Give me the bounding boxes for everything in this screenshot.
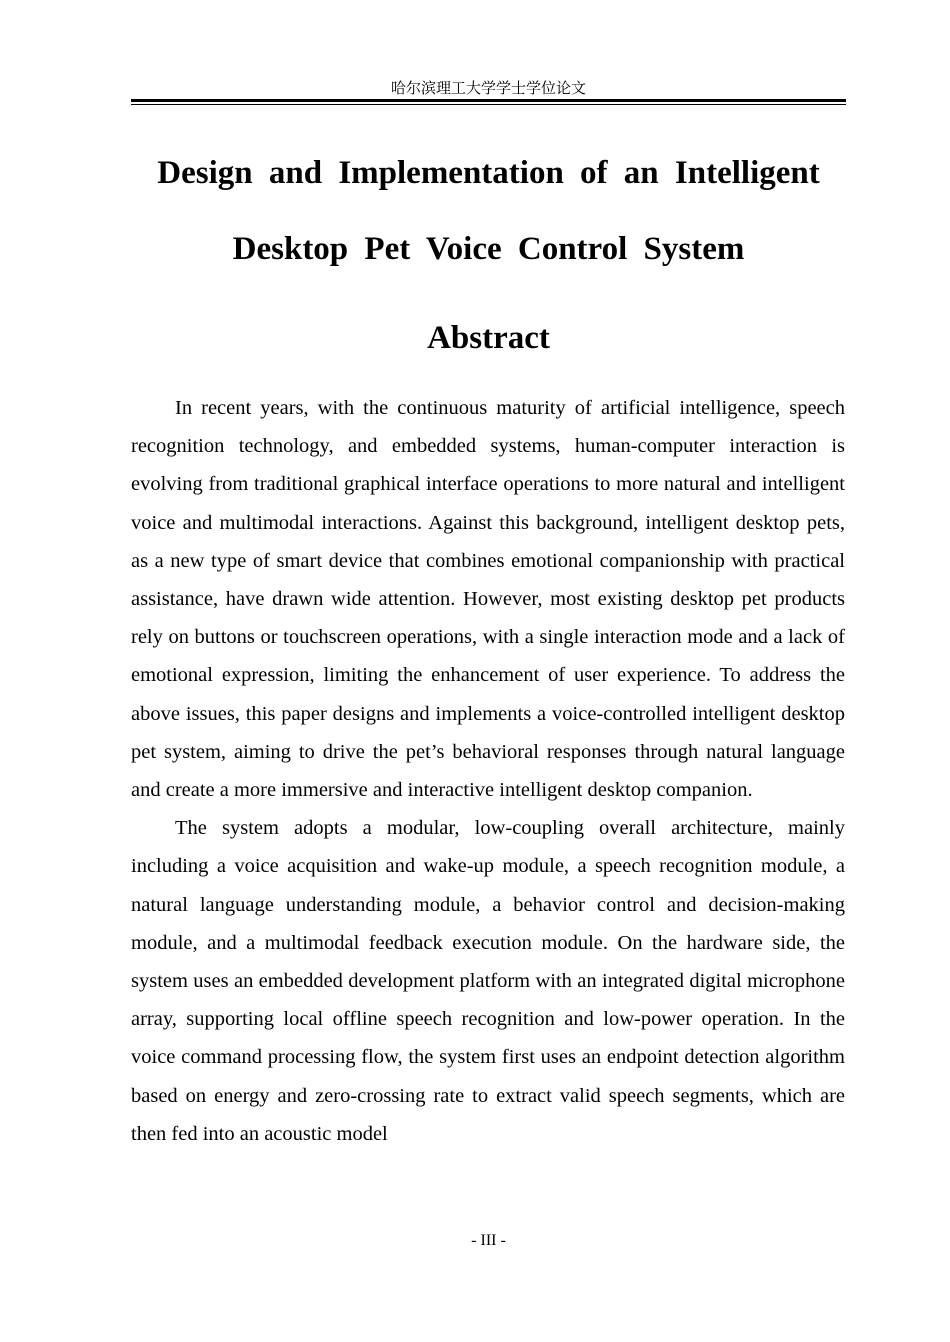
thesis-title-line-2: Desktop Pet Voice Control System [232,231,745,267]
abstract-paragraph-2: The system adopts a modular, low-coupling overall architecture, mainly including a voice acquisition and wake-up module, a speech recognition module, a natural language understanding module, a behavior control and decision-making module, and a multimodal feedback execution module. On the hardware side, the system uses an embedded development platform with an integrated digital microphone array, supporting local offline speech recognition and low-power operation. In the voice command processing flow, the system first uses an endpoint detection algorithm based on energy and zero-crossing rate to extract valid speech segments, which are then fed into an acoustic model [131,817,845,1145]
page-number: - III - [471,1232,506,1249]
header-rule-thick [131,99,846,102]
running-header: 哈尔滨理工大学学士学位论文 [390,79,586,97]
header-rule-thin [131,104,846,105]
abstract-body [131,389,845,1153]
abstract-paragraph-1: In recent years, with the continuous maturity of artificial intelligence, speech recognition technology, and embedded systems, human-computer interaction is evolving from traditional graphical interface operations to more natural and intelligent voice and multimodal interactions. Against this background, intelligent desktop pets, as a new type of smart device that combines emotional companionship with practical assistance, have drawn wide attention. However, most existing desktop pet products rely on buttons or touchscreen operations, with a single interaction mode and a lack of emotional expression, limiting the enhancement of user experience. To address the above issues, this paper designs and implements a voice-controlled intelligent desktop pet system, aiming to drive the pet’s behavioral responses through natural language and create a more immersive and interactive intelligent desktop companion. [131,397,845,802]
abstract-heading: Abstract [427,320,550,356]
thesis-title-line-1: Design and Implementation of an Intelligent [157,155,820,191]
